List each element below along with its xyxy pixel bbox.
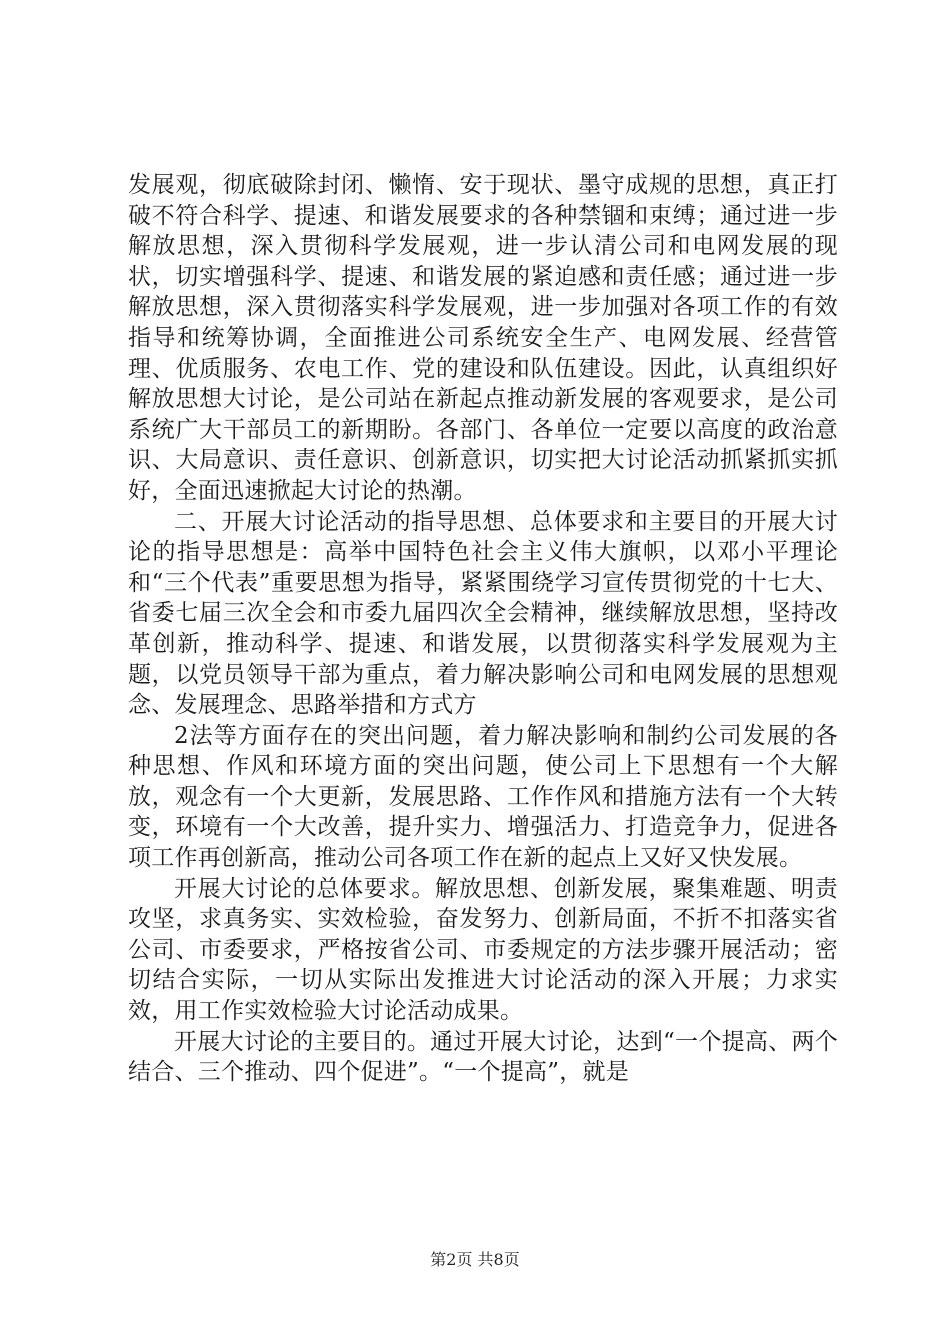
paragraph-1: 发展观，彻底破除封闭、懒惰、安于现状、墨守成规的思想，真正打破不符合科学、提速、和谐发展要求的各种禁锢和束缚；通过进一步解放思想，深入贯彻科学发展观，进一步认清公司和电网发展的现状，切实增强科学、提速、和谐发展的紧迫感和责任感；通过进一步解放思想，深入贯彻落实科学发展观，进一步加强对各项工作的有效指导和统筹协调，全面推进公司系统安全生产、电网发展、经营管理、优质服务、农电工作、党的建设和队伍建设。因此，认真组织好解放思想大讨论，是公司站在新起点推动新发展的客观要求，是公司系统广大干部员工的新期盼。各部门、各单位一定要以高度的政治意识、大局意识、责任意识、创新意识，切实把大讨论活动抓紧抓实抓好，全面迅速掀起大讨论的热潮。 xyxy=(128,172,838,504)
paragraph-4: 开展大讨论的总体要求。解放思想、创新发展，聚集难题、明责攻坚，求真务实、实效检验，奋发努力、创新局面，不折不扣落实省公司、市委要求，严格按省公司、市委规定的方法步骤开展活动；密切结合实际，一切从实际出发推进大讨论活动的深入开展；力求实效，用工作实效检验大讨论活动成果。 xyxy=(128,875,838,1025)
page-number-footer: 第2页 共8页 xyxy=(430,1250,520,1269)
document-body xyxy=(128,170,838,1088)
paragraph-3: 2法等方面存在的突出问题，着力解决影响和制约公司发展的各种思想、作风和环境方面的突出问题，使公司上下思想有一个大解放，观念有一个大更新，发展思路、工作作风和措施方法有一个大转变，环境有一个大改善，提升实力、增强活力、打造竞争力，促进各项工作再创新高，推动公司各项工作在新的起点上又好又快发展。 xyxy=(128,722,838,872)
paragraph-5: 开展大讨论的主要目的。通过开展大讨论，达到“一个提高、两个结合、三个推动、四个促进”。“一个提高”，就是 xyxy=(128,1028,838,1086)
paragraph-2: 二、开展大讨论活动的指导思想、总体要求和主要目的开展大讨论的指导思想是：高举中国特色社会主义伟大旗帜，以邓小平理论和“三个代表”重要思想为指导，紧紧围绕学习宣传贯彻党的十七大、省委七届三次全会和市委九届四次全会精神，继续解放思想，坚持改革创新，推动科学、提速、和谐发展，以贯彻落实科学发展观为主题，以党员领导干部为重点，着力解决影响公司和电网发展的思想观念、发展理念、思路举措和方式方 xyxy=(128,508,838,719)
